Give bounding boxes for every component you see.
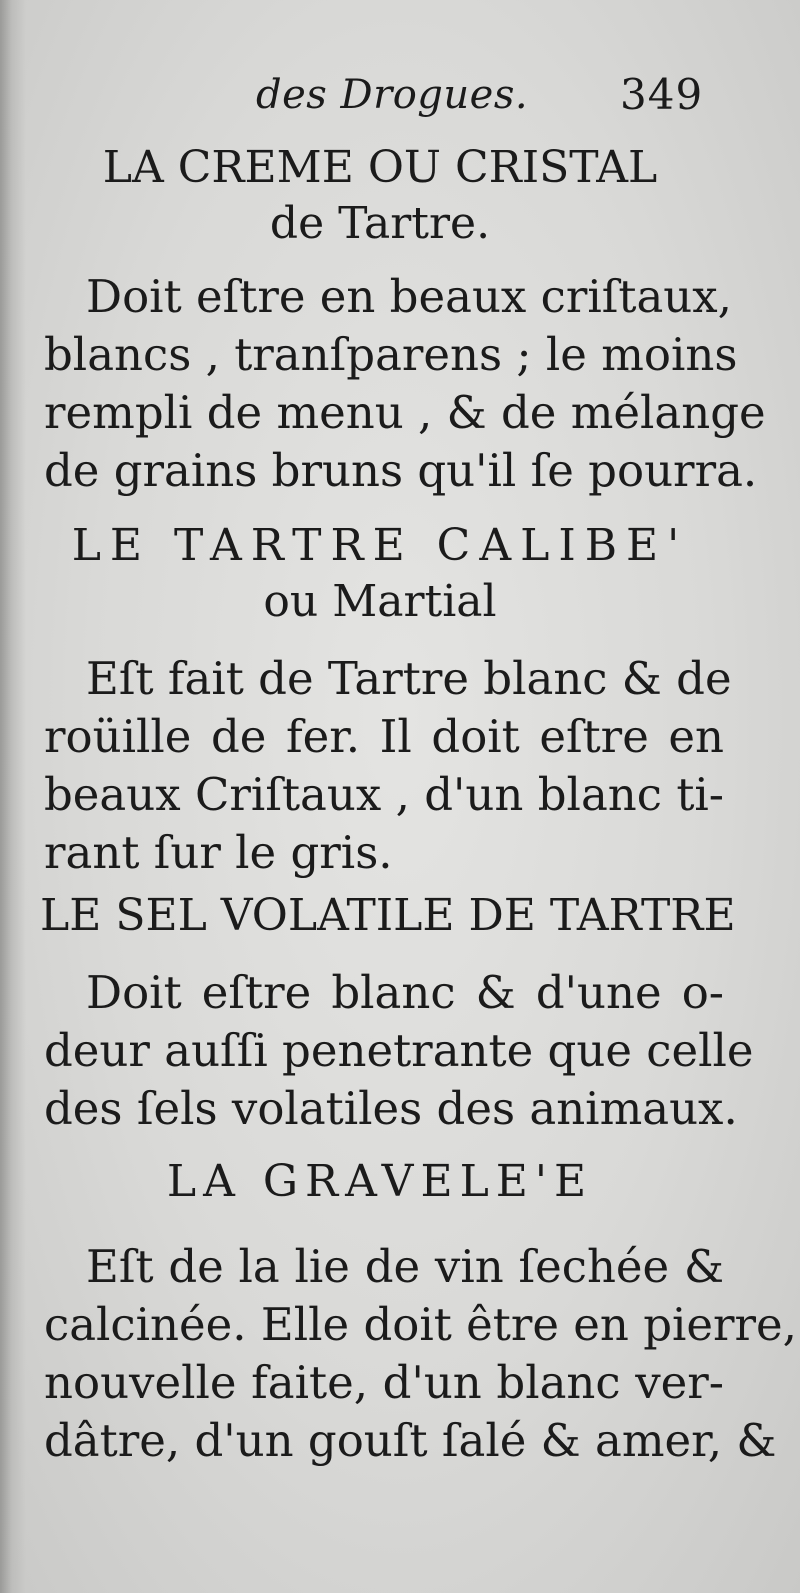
running-head: [0, 68, 800, 128]
text-line: nouvelle faite, d'un blanc ver-: [44, 1356, 724, 1409]
section-paragraph: [44, 1238, 797, 1470]
heading-line: LA CREME OU CRISTAL: [102, 142, 658, 193]
text-line: deur auſſi penetrante que celle: [44, 1024, 754, 1077]
text-line: Eſt de la lie de vin ſechée &: [86, 1240, 724, 1293]
section-paragraph: [44, 650, 732, 882]
page-number: 349: [620, 70, 704, 119]
heading-subline: ou Martial: [263, 576, 497, 627]
text-line: rant ſur le gris.: [44, 826, 393, 879]
page-gutter-shadow: [0, 0, 26, 1593]
text-line: Doit eſtre blanc & d'une o-: [86, 966, 724, 1019]
running-title: des Drogues.: [256, 72, 529, 118]
section-heading-tartre-calibe: [40, 518, 720, 630]
text-line: blancs , tranſparens ; le moins: [44, 328, 738, 381]
text-line: de grains bruns qu'il ſe pourra.: [44, 444, 758, 497]
text-line: beaux Criſtaux , d'un blanc ti-: [44, 768, 724, 821]
text-line: dâtre, d'un gouſt ſalé & amer, &: [44, 1414, 777, 1467]
text-line: calcinée. Elle doit être en pierre,: [44, 1298, 797, 1351]
heading-subline: de Tartre.: [269, 198, 491, 249]
text-line: Eſt fait de Tartre blanc & de: [86, 652, 732, 705]
text-line: Doit eſtre en beaux criſtaux,: [86, 270, 732, 323]
heading-line: LE SEL VOLATILE DE TARTRE: [40, 890, 736, 941]
heading-line: LE TARTRE CALIBE': [71, 520, 689, 571]
text-line: des ſels volatiles des animaux.: [44, 1082, 738, 1135]
text-line: rempli de menu , & de mélange: [44, 386, 766, 439]
section-paragraph: [44, 964, 754, 1138]
heading-line: LA GRAVELE'E: [166, 1156, 594, 1207]
section-heading-creme-cristal: [40, 140, 720, 252]
section-heading-gravelee: [40, 1154, 720, 1210]
section-paragraph: [44, 268, 766, 500]
section-heading-sel-volatile: [40, 888, 736, 944]
text-line: roüille de fer. Il doit eſtre en: [44, 710, 724, 763]
